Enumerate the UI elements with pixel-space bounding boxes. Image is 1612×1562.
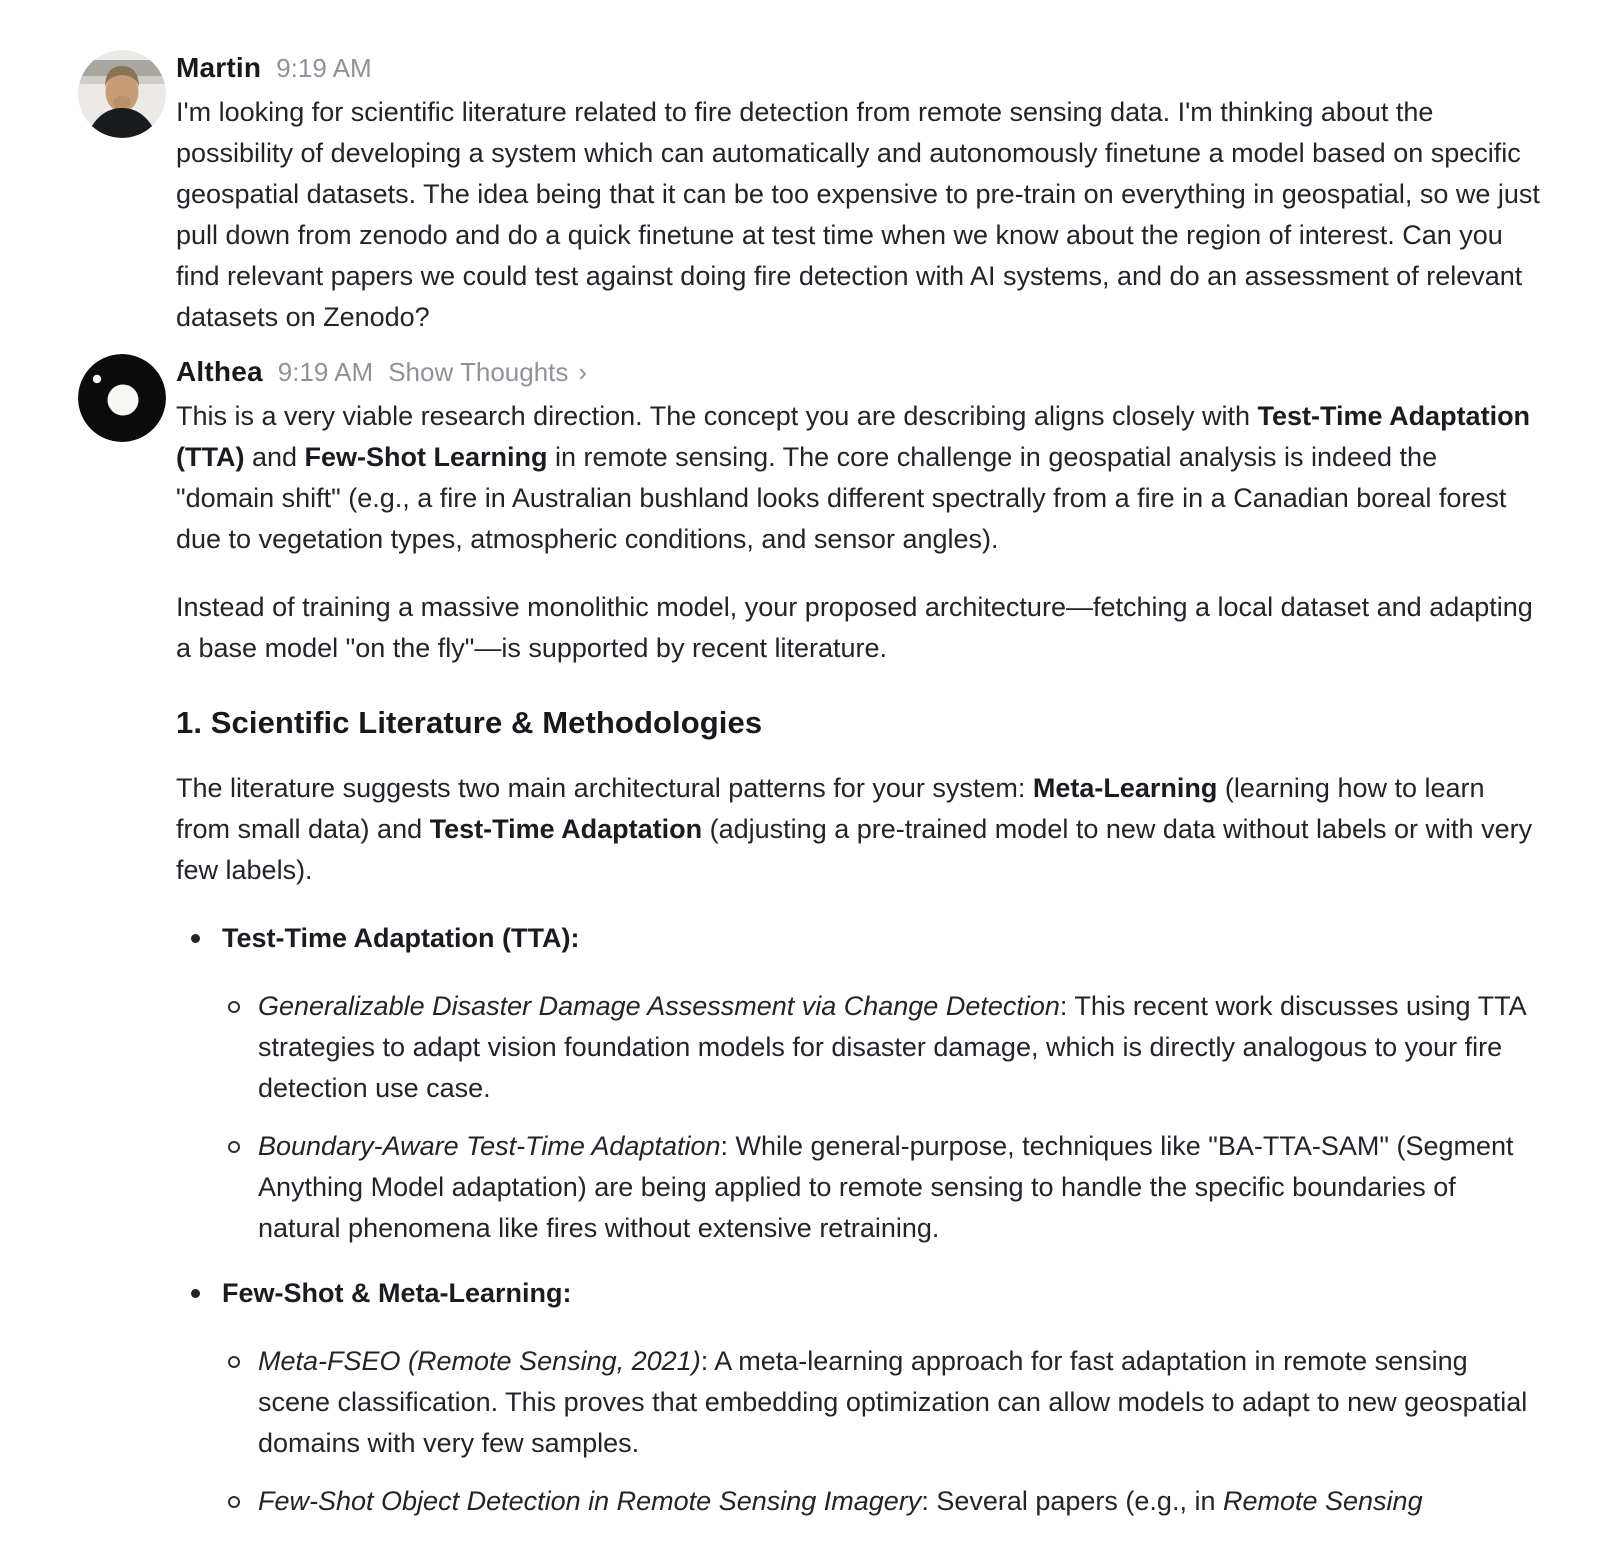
bold-run: Test-Time Adaptation (TTA) xyxy=(176,401,1531,472)
text-run: in remote sensing. The core challenge in geospatial analysis is indeed the "domain shift" (e.g., a fire in Australian bushland looks different spectrally from a fire in a Canadian boreal forest due to vegetation types, atmospheric conditions, and sensor angles). xyxy=(176,442,1507,554)
text-run: : While general-purpose, techniques like "BA-TTA-SAM" (Segment Anything Model adaptation) are being applied to remote sensing to handle the specific boundaries of natural phenomena like fires without extensive retraining. xyxy=(258,1131,1514,1243)
circle-bullet-icon xyxy=(228,1001,240,1013)
list-item-paper xyxy=(176,986,1540,1109)
text-run: (learning how to learn from small data) and xyxy=(176,773,1485,844)
list-item-paper xyxy=(176,1481,1540,1522)
bold-run: Few-Shot & Meta-Learning: xyxy=(222,1278,572,1308)
text-run: This is a very viable research direction. The concept you are describing aligns closely with xyxy=(176,401,1258,431)
paper-title: Generalizable Disaster Damage Assessment via Change Detection xyxy=(258,991,1060,1021)
paragraph-architecture: Instead of training a massive monolithic model, your proposed architecture—fetching a local dataset and adapting a base model "on the fly"—is supported by recent literature. xyxy=(176,592,1533,663)
bold-run: Meta-Learning xyxy=(1032,773,1218,803)
paper-entry xyxy=(258,986,1540,1109)
circle-bullet-icon xyxy=(228,1496,240,1508)
text-run: : This recent work discusses using TTA strategies to adapt vision foundation models for disaster damage, which is directly analogous to your fire detection use case. xyxy=(258,991,1526,1103)
message-header xyxy=(176,52,1540,86)
sender-name: Althea xyxy=(176,356,263,387)
paper-entry xyxy=(258,1126,1540,1249)
bold-run: Test-Time Adaptation (TTA): xyxy=(222,923,580,953)
paragraph-patterns xyxy=(176,768,1540,891)
text-run: : A meta-learning approach for fast adaptation in remote sensing scene classification. This proves that embedding optimization can allow models to adapt to new geospatial domains with very few samples. xyxy=(258,1346,1528,1458)
paper-entry xyxy=(258,1341,1540,1464)
message-althea xyxy=(78,354,1540,1546)
circle-bullet-icon xyxy=(228,1141,240,1153)
sender-name: Martin xyxy=(176,52,262,83)
martin-photo xyxy=(78,50,166,138)
althea-logo-icon xyxy=(78,354,166,442)
avatar-althea[interactable] xyxy=(78,354,166,442)
timestamp: 9:19 AM xyxy=(277,357,374,387)
text-run: The literature suggests two main architectural patterns for your system: xyxy=(176,773,1033,803)
section-heading: 1. Scientific Literature & Methodologies xyxy=(176,705,763,740)
text-run: : Several papers (e.g., in xyxy=(921,1486,1223,1516)
paper-title: Few-Shot Object Detection in Remote Sensing Imagery xyxy=(258,1486,922,1516)
bullet-list xyxy=(176,918,1540,1522)
paper-title: Remote Sensing xyxy=(1222,1486,1423,1516)
bold-run: Test-Time Adaptation xyxy=(429,814,703,844)
text-run: and xyxy=(244,442,305,472)
circle-bullet-icon xyxy=(228,1356,240,1368)
show-thoughts-link[interactable] xyxy=(388,357,587,388)
text-run: (adjusting a pre-trained model to new data without labels or with very few labels). xyxy=(176,814,1533,885)
timestamp: 9:19 AM xyxy=(276,53,372,83)
message-text: I'm looking for scientific literature related to fire detection from remote sensing data. I'm thinking about the possibility of developing a system which can automatically and autonomously finetune a model based on specific geospatial datasets. The idea being that it can be too expensive to pre-train on everything in geospatial, so we just pull down from zenodo and do a quick finetune at test time when we know about the region of interest. Can you find relevant papers we could test against doing fire detection with AI systems, and do an assessment of relevant datasets on Zenodo? xyxy=(176,97,1540,332)
message-header xyxy=(176,356,1540,390)
paper-entry xyxy=(258,1481,1423,1522)
sublist-fewshot xyxy=(176,1341,1540,1522)
chevron-right-icon: › xyxy=(578,357,588,387)
list-item-paper xyxy=(176,1126,1540,1249)
message-martin xyxy=(78,50,1540,338)
list-item-fewshot xyxy=(176,1273,1540,1314)
list-item-paper xyxy=(176,1341,1540,1464)
paragraph-intro xyxy=(176,396,1540,560)
list-item-tta xyxy=(176,918,1540,959)
bullet-icon xyxy=(191,934,200,943)
paper-title: Boundary-Aware Test-Time Adaptation xyxy=(258,1131,721,1161)
avatar-martin[interactable] xyxy=(78,50,166,138)
paper-title: Meta-FSEO (Remote Sensing, 2021) xyxy=(258,1346,701,1376)
show-thoughts-label: Show Thoughts xyxy=(388,357,569,387)
list-item-title xyxy=(222,1273,572,1314)
bullet-icon xyxy=(191,1289,200,1298)
bold-run: Few-Shot Learning xyxy=(304,442,548,472)
message-content xyxy=(176,354,1540,1546)
message-content xyxy=(176,50,1540,338)
list-item-title xyxy=(222,918,579,959)
sublist-tta xyxy=(176,986,1540,1249)
